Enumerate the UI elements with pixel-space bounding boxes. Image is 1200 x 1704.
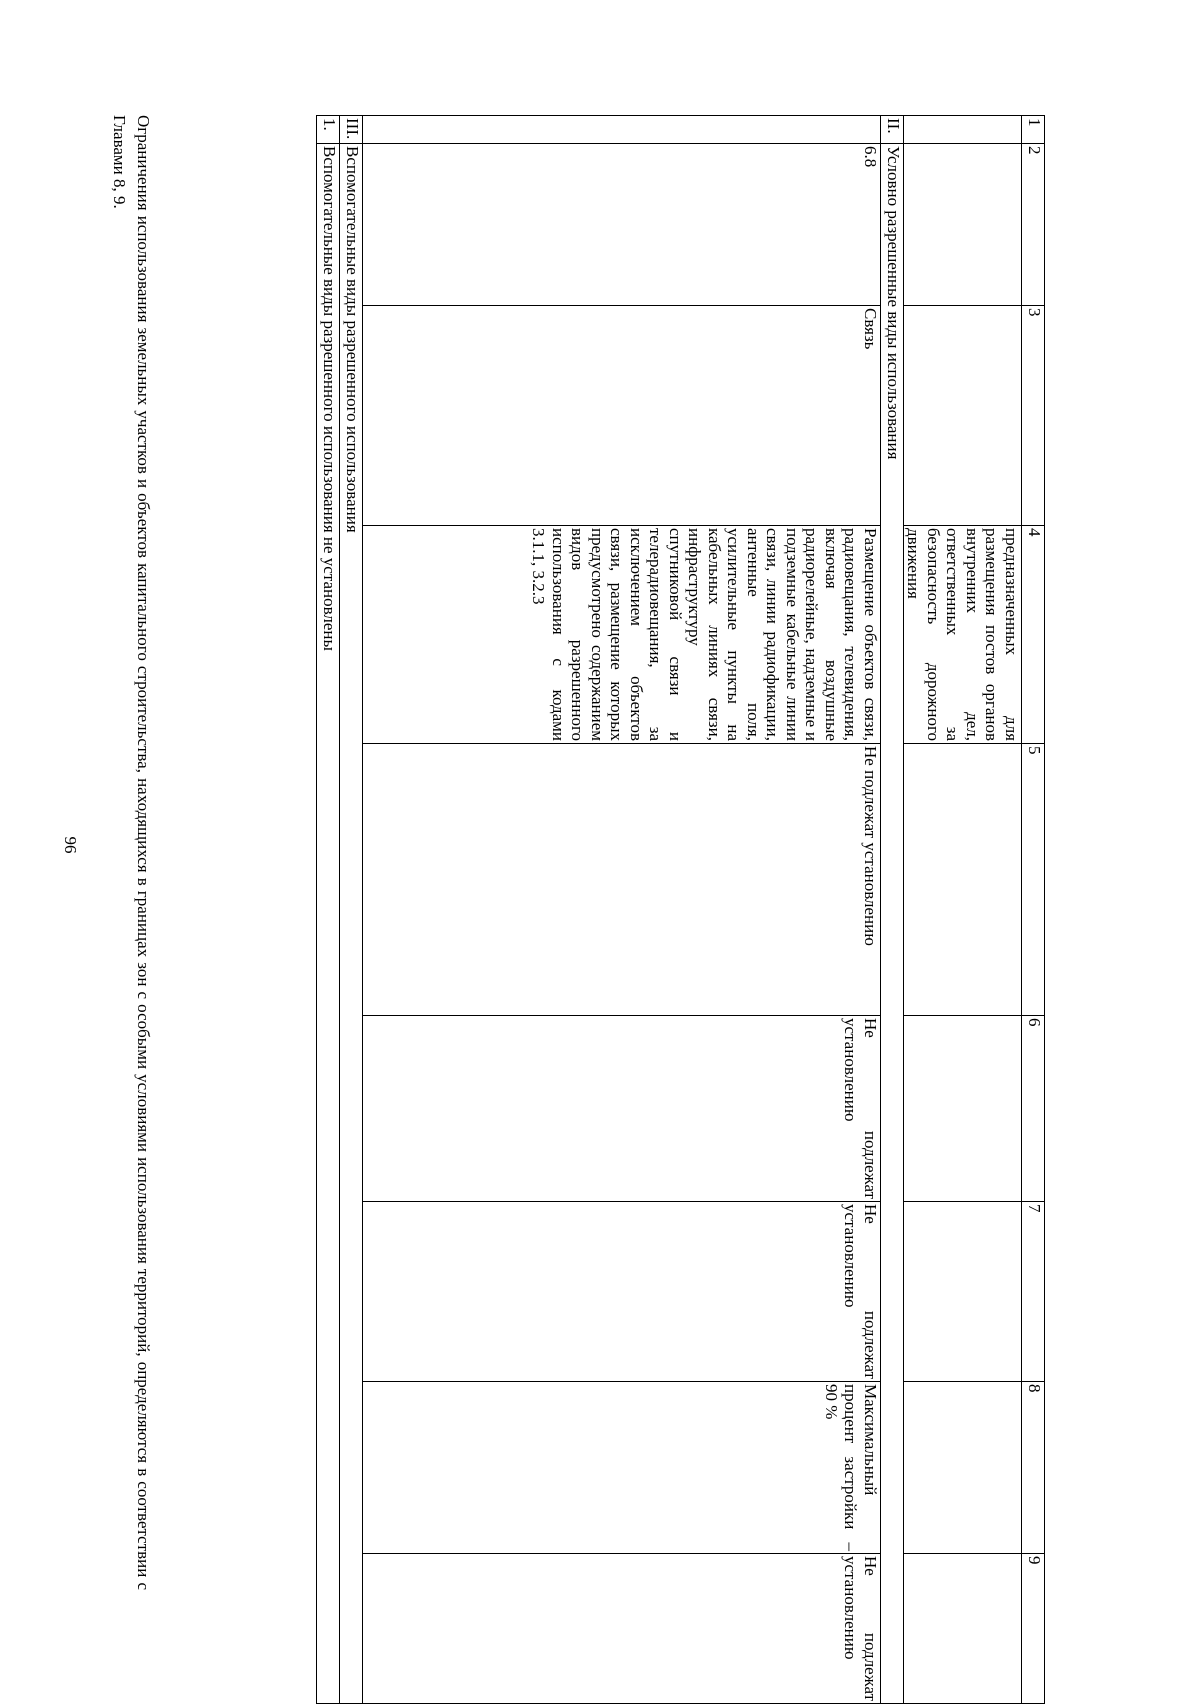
column-number: 3 xyxy=(1022,306,1045,526)
column-number-row xyxy=(1022,116,1045,1704)
column-number: 2 xyxy=(1022,144,1045,306)
column-number: 4 xyxy=(1022,526,1045,744)
section-row xyxy=(340,116,363,1704)
zoning-table xyxy=(316,115,1045,1704)
parameter-cell: Не подлежат установлению xyxy=(363,1016,881,1202)
rotated-page-content xyxy=(110,115,1045,1701)
column-number: 6 xyxy=(1022,1016,1045,1202)
parameter-cell: Не подлежат установлению xyxy=(363,1554,881,1704)
column-number: 7 xyxy=(1022,1202,1045,1382)
column-number: 5 xyxy=(1022,744,1045,1016)
table-row xyxy=(363,116,881,1704)
column-number: 9 xyxy=(1022,1554,1045,1704)
section-number: II. xyxy=(881,116,904,144)
column-number: 8 xyxy=(1022,1382,1045,1554)
section-title: Вспомогательные виды разрешенного использования xyxy=(340,144,363,1704)
page-number: 96 xyxy=(61,836,80,854)
section-title: Условно разрешенные виды использования xyxy=(881,144,904,1704)
restrictions-note: Ограничения использования земельных участков и объектов капитального строительства, находящихся в границах зон с особыми условиями использования территорий, определяются в соответствии с Главами 8, 9. xyxy=(110,115,153,1590)
table-row xyxy=(317,116,340,1704)
section-row xyxy=(881,116,904,1704)
row-number: 1. xyxy=(317,116,340,144)
use-code: 6.8 xyxy=(363,144,881,306)
column-number: 1 xyxy=(1022,116,1045,144)
parameter-cell: Не подлежат установлению xyxy=(363,744,881,1016)
use-name: Связь xyxy=(363,306,881,526)
table-row xyxy=(904,116,1022,1704)
parameter-cell: Максимальный процент застройки – 90 % xyxy=(363,1382,881,1554)
section-number: III. xyxy=(340,116,363,144)
permitted-use-description: Размещение объектов связи, радиовещания, телевидения, включая воздушные радиорелейные, надземные и подземные кабельные линии связи, линии радиофикации, антенные поля, усилительные пункты на кабельных линиях связи, инфраструктуру спутниковой связи и телерадиовещания, за исключением объектов связи, размещение которых предусмотрено содержанием видов разрешенного использования с кодами 3.1.1, 3.2.3 xyxy=(363,526,881,744)
parameter-cell: Не подлежат установлению xyxy=(363,1202,881,1382)
permitted-use-description: предназначенных для размещения постов органов внутренних дел, ответственных за безопасность дорожного движения xyxy=(904,526,1022,744)
row-text: Вспомогательные виды разрешенного использования не установлены xyxy=(317,144,340,1704)
